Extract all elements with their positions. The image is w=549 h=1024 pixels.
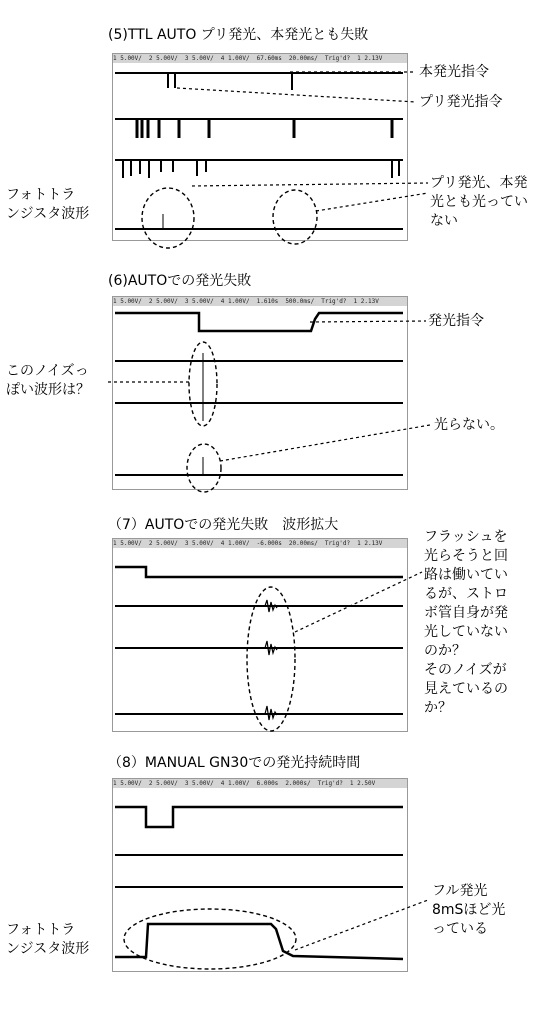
scope-screen-6 bbox=[112, 296, 408, 490]
status-bar: 1 5.00V/ 2 5.00V/ 3 5.00V/ 4 1.00V/ 1.610s 500.0ms/ Trig'd? 1 2.13V bbox=[113, 297, 407, 306]
label-flash-command: 発光指令 bbox=[428, 313, 484, 329]
label-full-flash: フル発光 8mSほど光 っている bbox=[432, 883, 506, 937]
waveform-plot bbox=[113, 297, 407, 489]
panel-6-title: (6)AUTOでの発光失敗 bbox=[108, 273, 252, 289]
panel-8-title: （8）MANUAL GN30での発光持続時間 bbox=[108, 755, 361, 771]
scope-screen-8 bbox=[112, 778, 408, 972]
status-bar: 1 5.00V/ 2 5.00V/ 3 5.00V/ 4 1.00V/ -6.000s 20.00ms/ Trig'd? 1 2.13V bbox=[113, 539, 407, 548]
label-no-light: 光らない。 bbox=[434, 417, 504, 433]
scope-screen-5 bbox=[112, 53, 408, 241]
label-main-flash-command: 本発光指令 bbox=[419, 64, 489, 80]
status-bar: 1 5.00V/ 2 5.00V/ 3 5.00V/ 4 1.00V/ 6.000s 2.000s/ Trig'd? 1 2.50V bbox=[113, 779, 407, 788]
status-bar: 1 5.00V/ 2 5.00V/ 3 5.00V/ 4 1.00V/ 67.60ms 20.00ms/ Trig'd? 1 2.13V bbox=[113, 54, 407, 63]
panel-5-title: (5)TTL AUTO プリ発光、本発光とも失敗 bbox=[108, 27, 369, 43]
label-circuit-working: フラッシュを 光らそうと回 路は働いてい るが、ストロ ボ管自身が発 光していない のか？ そのノイズが 見えているの か？ bbox=[424, 529, 508, 716]
label-pre-flash-command: プリ発光指令 bbox=[419, 94, 503, 110]
label-phototransistor-1: フォトトラ ンジスタ波形 bbox=[6, 187, 90, 222]
label-phototransistor-2: フォトトラ ンジスタ波形 bbox=[6, 922, 90, 957]
label-no-flash: プリ発光、本発 光とも光ってい ない bbox=[430, 175, 528, 229]
scope-screen-7 bbox=[112, 538, 408, 732]
label-noise-question: このノイズっ ぽい波形は？ bbox=[6, 363, 90, 398]
panel-7-title: （7）AUTOでの発光失敗 波形拡大 bbox=[108, 517, 339, 533]
waveform-plot bbox=[113, 539, 407, 731]
waveform-plot bbox=[113, 779, 407, 971]
waveform-plot bbox=[113, 54, 407, 240]
